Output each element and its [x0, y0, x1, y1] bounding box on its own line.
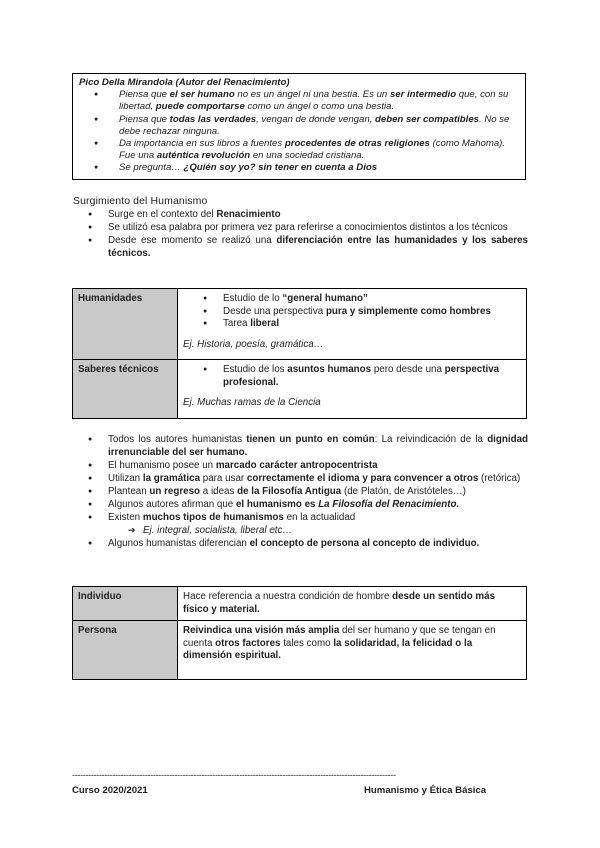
list-item [73, 221, 528, 234]
list-text: : La reivindicación de la [374, 434, 488, 445]
example-text: Ej. Historia, poesía, gramática… [183, 338, 324, 350]
note-bold: todas las verdades [169, 113, 257, 125]
list-bold: perspectiva profesional. [223, 364, 500, 388]
list-text: pero desde una [371, 364, 445, 375]
list-text: Estudio de lo [223, 293, 283, 304]
list-item [183, 293, 521, 306]
list-bold: liberal [250, 318, 280, 329]
list-item [73, 234, 528, 260]
list-bold: de la Filosofía Antigua [237, 486, 342, 497]
list-text: en la actualidad [283, 512, 356, 523]
footer-course: Curso 2020/2021 [72, 785, 148, 796]
list-text: para usar [200, 473, 247, 484]
list-bold: dignidad irrenunciable del ser humano. [108, 434, 529, 458]
note-text: Piensa que [119, 113, 170, 125]
list-text: Todos los autores humanistas [108, 434, 247, 445]
list-text: a ideas [200, 486, 238, 497]
list-text: El humanismo posee un [108, 460, 216, 471]
list-item [183, 364, 521, 389]
sub-list-item: ➔ Ej. integral, socialista, liberal etc… [73, 524, 528, 537]
list-item [73, 498, 528, 511]
list-bold: pura y simplemente como hombres [325, 305, 491, 317]
list-text: Utilizan [108, 473, 143, 484]
footer-divider: ------------------------------------------------------------------------------------------------------------------------ [72, 770, 396, 780]
row-content [178, 289, 527, 360]
row-label: Persona [73, 621, 178, 680]
note-text: en una sociedad cristiana. [250, 150, 365, 162]
row-list [183, 293, 521, 331]
list-bold-italic: La Filosofía del Renacimiento. [318, 499, 460, 510]
list-text: Algunos humanistas diferencian [108, 538, 250, 549]
list-item [73, 459, 528, 472]
note-item [79, 138, 519, 162]
list-item [73, 472, 528, 485]
list-text: Estudio de los [223, 364, 288, 375]
list-bold: la gramática [142, 473, 201, 484]
list-bold: el humanismo es [235, 499, 319, 510]
list-text: (de Platón, de Aristóteles…) [341, 486, 466, 497]
table-row [73, 587, 527, 621]
list-text: Se utilizó esa palabra por primera vez para referirse a conocimientos distintos a los técnicos [108, 222, 508, 233]
list-bold: “general humano” [282, 293, 368, 304]
cell-text: tales como [280, 637, 334, 649]
list-item [183, 318, 521, 331]
list-bold: tienen un punto en común [246, 434, 375, 445]
person-individual-table [72, 586, 527, 680]
cell-bold: desde un sentido más físico y material. [183, 591, 496, 615]
note-text: no es un ángel ni una bestia. Es un [234, 89, 390, 101]
note-text: , vengan de donde vengan, [256, 113, 376, 125]
section-title: Surgimiento del Humanismo [73, 195, 208, 207]
cell-text: Hace referencia a nuestra condición de hombre [183, 591, 393, 602]
list-item [73, 511, 528, 524]
cell-bold: Reivindica una visión más amplia [183, 625, 340, 636]
list-item [73, 433, 528, 459]
row-list [183, 364, 521, 389]
list-bold: un regreso [149, 486, 201, 497]
note-bold: ¿Quién soy yo? sin tener en cuenta a Dios [183, 162, 378, 174]
table-row [73, 289, 527, 360]
list-text: Tarea [223, 318, 251, 329]
list-text: Plantean [108, 486, 150, 497]
row-label: Individuo [73, 587, 178, 621]
table-row [73, 360, 527, 419]
list-bold: el concepto de persona al concepto de individuo. [249, 538, 480, 549]
row-label: Saberes técnicos [73, 360, 178, 419]
note-item [79, 89, 519, 113]
list-text: Surge en el contexto del [108, 209, 217, 220]
note-bold: ser intermedio [389, 89, 457, 101]
humanities-table [72, 288, 527, 419]
list-bold: marcado carácter antropocentrista [215, 460, 378, 471]
list-item [73, 537, 528, 550]
list-bold: correctamente el idioma y para convencer a otros [246, 473, 479, 484]
note-title: Pico Della Mirandola (Autor del Renacimiento) [79, 77, 290, 88]
list-bold: muchos tipos de humanismos [142, 512, 284, 523]
list-text: (retórica) [478, 473, 521, 484]
example-text: Ej. Muchas ramas de la Ciencia [183, 397, 321, 408]
list-item [183, 306, 521, 319]
cell-bold: otros factores [215, 637, 281, 649]
cell-bold: la solidaridad, la felicidad o la dimensión espiritual. [183, 637, 473, 661]
note-item [79, 162, 519, 174]
list-text: Desde una perspectiva [223, 305, 326, 317]
row-content [178, 621, 527, 680]
list-bold: diferenciación entre las humanidades y los saberes técnicos. [108, 235, 528, 259]
list-text: Existen [108, 512, 143, 523]
humanism-origin-list [73, 208, 528, 260]
note-item [79, 114, 519, 138]
cell-text: del ser humano y que se tengan en cuenta [183, 625, 496, 649]
list-item [73, 208, 528, 221]
table-row [73, 621, 527, 680]
note-text: Da importancia en sus libros a fuentes [119, 138, 285, 150]
row-label: Humanidades [73, 289, 178, 360]
row-content [178, 587, 527, 621]
humanism-features-list [73, 433, 528, 550]
note-bold: auténtica revolución [156, 150, 251, 162]
note-bold: procedentes de otras religiones [284, 138, 430, 150]
row-content [178, 360, 527, 419]
note-list [79, 89, 519, 174]
note-bold: puede comportarse [155, 101, 245, 113]
list-bold: asuntos humanos [287, 364, 372, 375]
note-text: Se pregunta… [119, 162, 184, 174]
note-text: . No se debe rechazar ninguna. [119, 113, 510, 137]
note-bold: deben ser compatibles [375, 113, 479, 125]
list-item [73, 485, 528, 498]
list-bold: Renacimiento [216, 209, 281, 220]
list-text: Algunos autores afirman que [108, 499, 236, 510]
note-text: Piensa que [119, 89, 170, 101]
footer-subject: Humanismo y Ética Básica [364, 785, 487, 796]
note-text: (como Mahoma). Fue una [119, 138, 506, 162]
pico-note-box [72, 73, 526, 180]
note-text: que, con su libertad, [119, 89, 509, 113]
note-bold: el ser humano [169, 89, 235, 101]
note-text: como un ángel o como una bestia. [244, 101, 395, 113]
list-text: Desde ese momento se realizó una [108, 235, 277, 246]
